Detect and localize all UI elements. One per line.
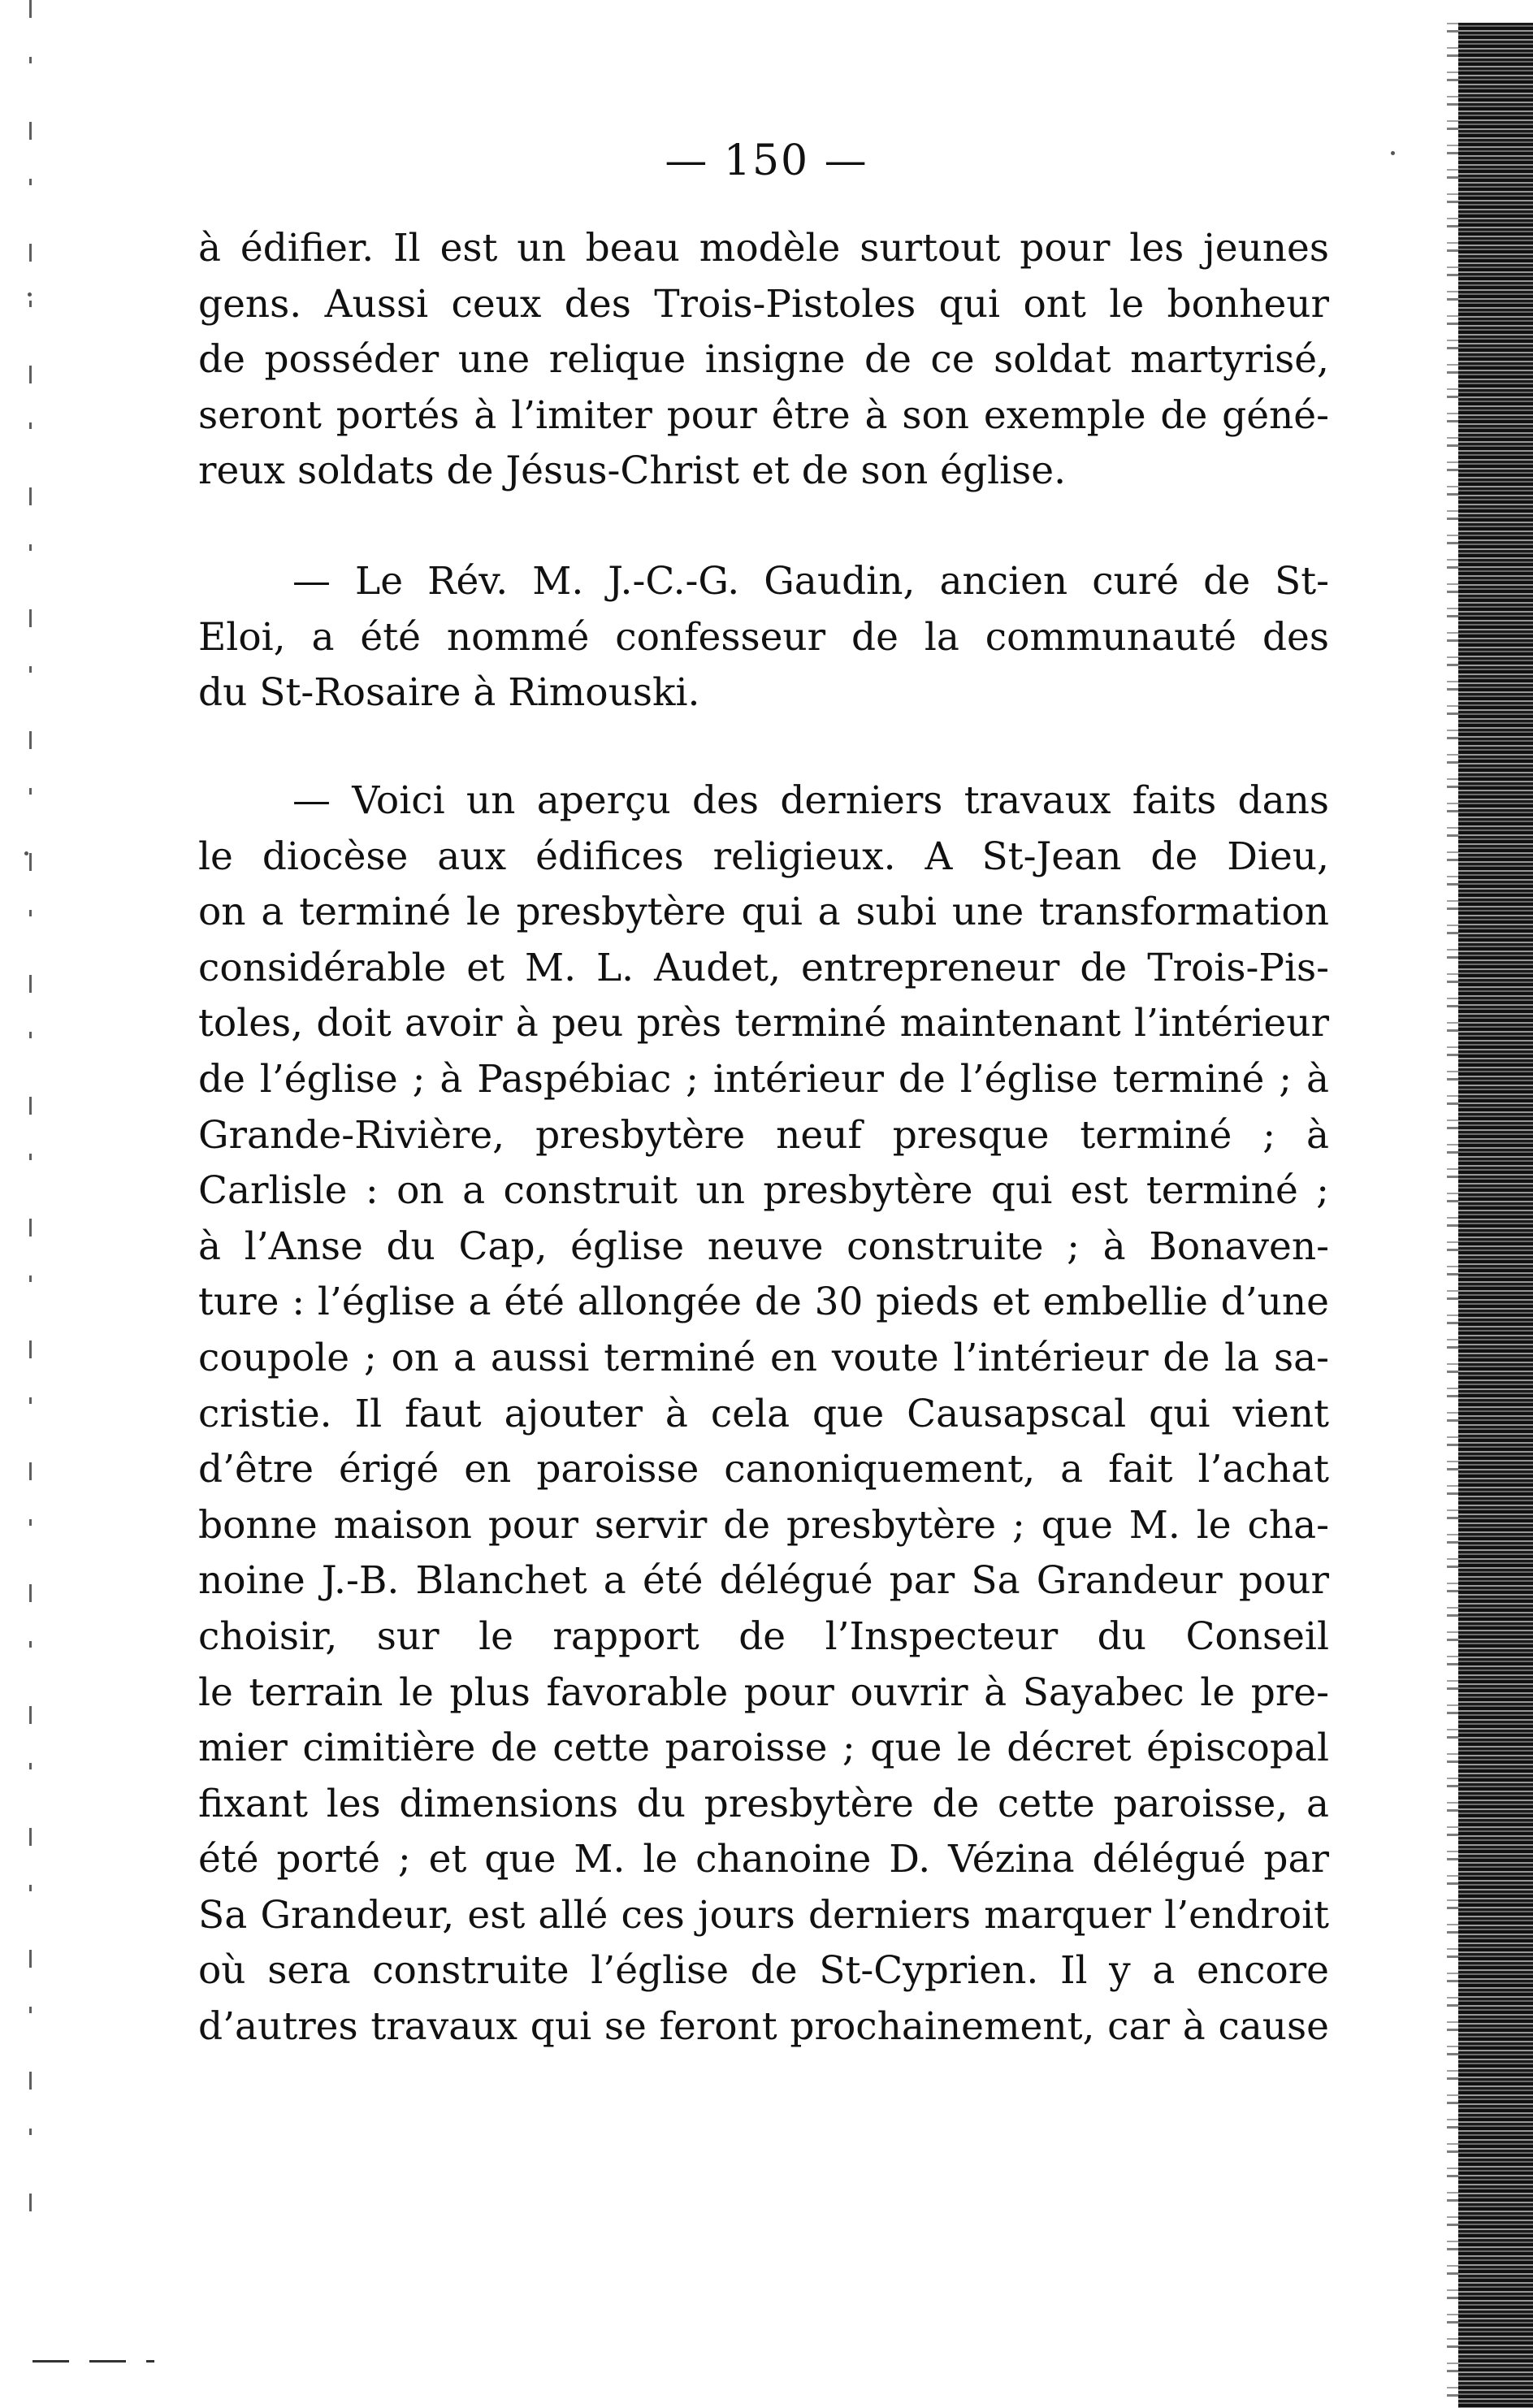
text-line: ture : l’église a été allongée de 30 pieds et embellie d’une: [198, 1280, 1329, 1325]
text-line: d’autres travaux qui se feront prochainement, car à cause: [198, 2004, 1329, 2050]
text-line: fixant les dimensions du presbytère de cette paroisse, a: [198, 1781, 1329, 1826]
paragraph-3: [198, 773, 1329, 2055]
paragraph-1: [198, 221, 1329, 500]
page-binding: [1458, 23, 1533, 2408]
text-line: noine J.-B. Blanchet a été délégué par Sa Grandeur pour: [198, 1558, 1329, 1604]
text-line: bonne maison pour servir de presbytère ; que M. le cha-: [198, 1502, 1329, 1548]
text-line: à l’Anse du Cap, église neuve construite ; à Bonaven-: [198, 1223, 1329, 1269]
text-line: été porté ; et que M. le chanoine D. Vézina délégué par: [198, 1837, 1329, 1882]
text-line: toles, doit avoir à peu près terminé maintenant l’intérieur: [198, 1001, 1329, 1046]
binding-edge: [1447, 23, 1458, 2408]
text-line: reux soldats de Jésus-Christ et de son église.: [198, 448, 1067, 494]
speck: [28, 292, 32, 297]
text-line: choisir, sur le rapport de l’Inspecteur du Conseil: [198, 1613, 1329, 1659]
page-number: — 150 —: [665, 136, 868, 185]
text-line: à édifier. Il est un beau modèle surtout pour les jeunes: [198, 226, 1329, 271]
text-line: de l’église ; à Paspébiac ; intérieur de l’église terminé ; à: [198, 1056, 1329, 1102]
text-line: cristie. Il faut ajouter à cela que Causapscal qui vient: [198, 1391, 1329, 1436]
text-line: coupole ; on a aussi terminé en voute l’intérieur de la sa-: [198, 1335, 1329, 1380]
text-line: considérable et M. L. Audet, entrepreneur de Trois-Pis-: [198, 945, 1329, 990]
paragraph-2: [198, 554, 1329, 721]
text-line: du St-Rosaire à Rimouski.: [198, 670, 700, 716]
text-line: où sera construite l’église de St-Cyprien. Il y a encore: [198, 1948, 1329, 1994]
text-line: le diocèse aux édifices religieux. A St-Jean de Dieu,: [198, 834, 1329, 879]
text-line: Sa Grandeur, est allé ces jours derniers marquer l’endroit: [198, 1892, 1329, 1938]
text-line: — Voici un aperçu des derniers travaux faits dans: [292, 778, 1329, 823]
bottom-dash-artifact: [32, 2360, 154, 2363]
text-line: de posséder une relique insigne de ce soldat martyrisé,: [198, 337, 1329, 383]
text-line: gens. Aussi ceux des Trois-Pistoles qui ont le bonheur: [198, 281, 1329, 327]
text-line: mier cimitière de cette paroisse ; que le décret épiscopal: [198, 1726, 1329, 1771]
text-line: Grande-Rivière, presbytère neuf presque terminé ; à: [198, 1112, 1329, 1158]
text-line: on a terminé le presbytère qui a subi une transformation: [198, 890, 1329, 935]
text-line: Carlisle : on a construit un presbytère qui est terminé ;: [198, 1168, 1329, 1214]
text-line: le terrain le plus favorable pour ouvrir à Sayabec le pre-: [198, 1670, 1329, 1715]
text-line: d’être érigé en paroisse canoniquement, a fait l’achat: [198, 1447, 1329, 1492]
text-line: seront portés à l’imiter pour être à son exemple de géné-: [198, 392, 1329, 438]
text-line: — Le Rév. M. J.-C.-G. Gaudin, ancien curé de St-: [292, 559, 1329, 604]
speck: [24, 851, 28, 855]
text-line: Eloi, a été nommé confesseur de la communauté des: [198, 614, 1329, 660]
left-margin-artifact: [29, 0, 32, 2242]
